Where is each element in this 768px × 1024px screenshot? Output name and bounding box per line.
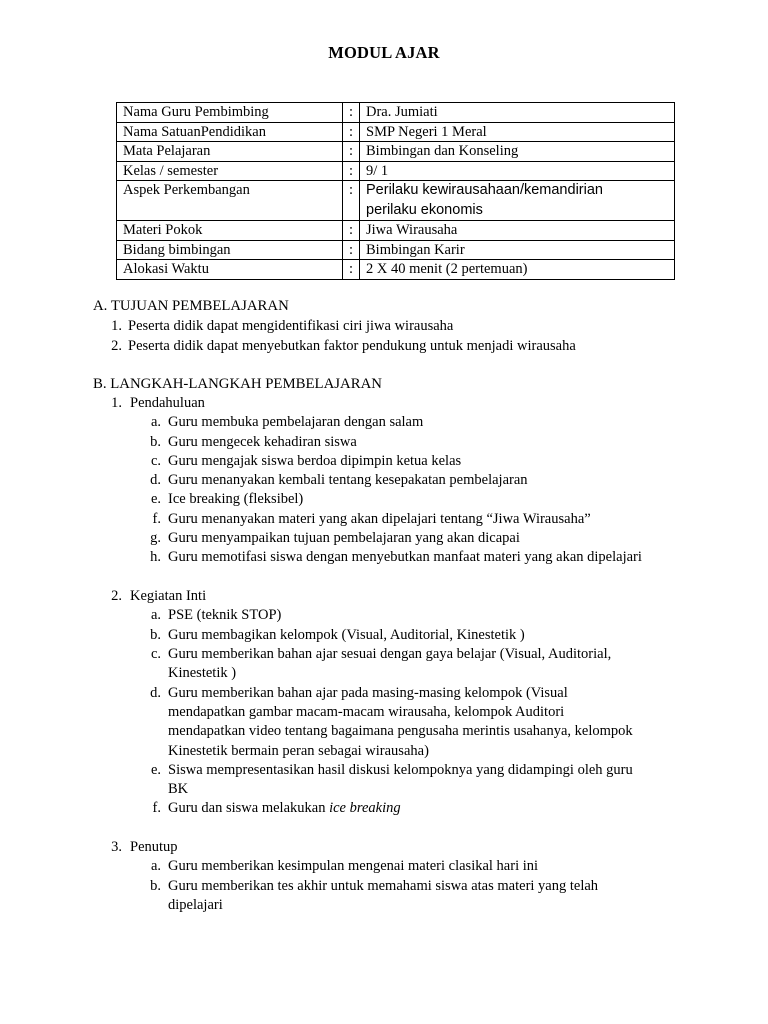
list-text: Guru menanyakan materi yang akan dipelajari tentang “Jiwa Wirausaha”: [168, 511, 591, 527]
row-value: 9/ 1: [360, 161, 675, 181]
table-row: [117, 221, 675, 241]
row-label: Kelas / semester: [117, 161, 343, 181]
row-value-line: Perilaku kewirausahaan/kemandirian: [366, 182, 603, 198]
list-marker: a.: [150, 414, 161, 430]
table-row: [117, 161, 675, 181]
list-text: Kinestetik ): [168, 665, 237, 681]
list-marker: d.: [150, 685, 161, 701]
list-text: Peserta didik dapat menyebutkan faktor pendukung untuk menjadi wirausaha: [128, 338, 576, 354]
list-marker: 2.: [111, 338, 122, 354]
list-marker: h.: [150, 549, 161, 565]
row-value: Bimbingan dan Konseling: [360, 142, 675, 162]
step-marker: 2.: [111, 588, 122, 604]
list-text: Guru membagikan kelompok (Visual, Auditorial, Kinestetik ): [168, 627, 525, 643]
table-row: [117, 122, 675, 142]
row-separator: :: [343, 260, 360, 280]
list-marker: 1.: [111, 318, 122, 334]
list-marker: c.: [150, 646, 161, 662]
list-marker: b.: [150, 434, 161, 450]
list-text: [168, 799, 401, 819]
list-text: Guru membuka pembelajaran dengan salam: [168, 414, 424, 430]
list-text: Guru menyampaikan tujuan pembelajaran yang akan dicapai: [168, 530, 520, 546]
table-row: [117, 240, 675, 260]
step-marker: 3.: [111, 839, 122, 855]
list-marker: b.: [150, 627, 161, 643]
list-text: mendapatkan video tentang bagaimana pengusaha merintis usahanya, kelompok: [168, 723, 633, 739]
row-value: Jiwa Wirausaha: [360, 221, 675, 241]
list-text: Peserta didik dapat mengidentifikasi ciri jiwa wirausaha: [128, 318, 454, 334]
list-text: dipelajari: [168, 897, 223, 913]
list-marker: e.: [150, 762, 161, 778]
section-b-heading: B. LANGKAH-LANGKAH PEMBELAJARAN: [93, 376, 382, 392]
step-title: Pendahuluan: [130, 395, 205, 411]
row-value: SMP Negeri 1 Meral: [360, 122, 675, 142]
row-value: Bimbingan Karir: [360, 240, 675, 260]
row-separator: :: [343, 142, 360, 162]
list-text-italic: ice breaking: [329, 800, 401, 816]
row-value: 2 X 40 menit (2 pertemuan): [360, 260, 675, 280]
row-value: Dra. Jumiati: [360, 103, 675, 123]
row-label: Alokasi Waktu: [117, 260, 343, 280]
list-text: Guru memberikan bahan ajar sesuai dengan gaya belajar (Visual, Auditorial,: [168, 646, 612, 662]
row-separator: :: [343, 122, 360, 142]
row-label: Bidang bimbingan: [117, 240, 343, 260]
list-text: BK: [168, 781, 189, 797]
step-title: Kegiatan Inti: [130, 588, 207, 604]
row-label: Nama Guru Pembimbing: [117, 103, 343, 123]
list-marker: b.: [150, 878, 161, 894]
row-value: [360, 181, 675, 221]
info-table: [116, 102, 675, 280]
list-text: PSE (teknik STOP): [168, 607, 282, 623]
step-marker: 1.: [111, 395, 122, 411]
list-marker: f.: [152, 800, 161, 816]
table-row: [117, 103, 675, 123]
row-separator: :: [343, 103, 360, 123]
row-separator: :: [343, 221, 360, 241]
list-text: Guru memberikan tes akhir untuk memahami siswa atas materi yang telah: [168, 878, 599, 894]
table-row: [117, 260, 675, 280]
row-label: Nama SatuanPendidikan: [117, 122, 343, 142]
row-label: Aspek Perkembangan: [117, 181, 343, 221]
list-text: Guru mengajak siswa berdoa dipimpin ketua kelas: [168, 453, 462, 469]
list-text: Guru memotifasi siswa dengan menyebutkan manfaat materi yang akan dipelajari: [168, 549, 642, 565]
row-separator: :: [343, 240, 360, 260]
row-separator: :: [343, 161, 360, 181]
list-text: Guru memberikan kesimpulan mengenai materi clasikal hari ini: [168, 858, 539, 874]
table-row: [117, 142, 675, 162]
list-marker: a.: [150, 607, 161, 623]
list-text: Kinestetik bermain peran sebagai wirausaha): [168, 743, 429, 759]
step-title: Penutup: [130, 839, 178, 855]
section-a-heading: A. TUJUAN PEMBELAJARAN: [93, 298, 289, 314]
list-text-plain: Guru dan siswa melakukan: [168, 800, 330, 816]
row-label: Materi Pokok: [117, 221, 343, 241]
list-marker: e.: [150, 491, 161, 507]
list-marker: f.: [152, 511, 161, 527]
list-text: Guru menanyakan kembali tentang kesepakatan pembelajaran: [168, 472, 528, 488]
table-row: [117, 181, 675, 221]
list-text: Siswa mempresentasikan hasil diskusi kelompoknya yang didampingi oleh guru: [168, 762, 633, 778]
list-text: Ice breaking (fleksibel): [168, 491, 304, 507]
list-text: Guru mengecek kehadiran siswa: [168, 434, 357, 450]
row-label: Mata Pelajaran: [117, 142, 343, 162]
list-marker: c.: [150, 453, 161, 469]
list-text: Guru memberikan bahan ajar pada masing-masing kelompok (Visual: [168, 685, 568, 701]
list-marker: d.: [150, 472, 161, 488]
document-title: MODUL AJAR: [328, 43, 440, 62]
list-marker: g.: [150, 530, 161, 546]
list-text: mendapatkan gambar macam-macam wirausaha, kelompok Auditori: [168, 704, 565, 720]
row-value-line: perilaku ekonomis: [366, 201, 483, 218]
row-separator: :: [343, 181, 360, 221]
list-marker: a.: [150, 858, 161, 874]
